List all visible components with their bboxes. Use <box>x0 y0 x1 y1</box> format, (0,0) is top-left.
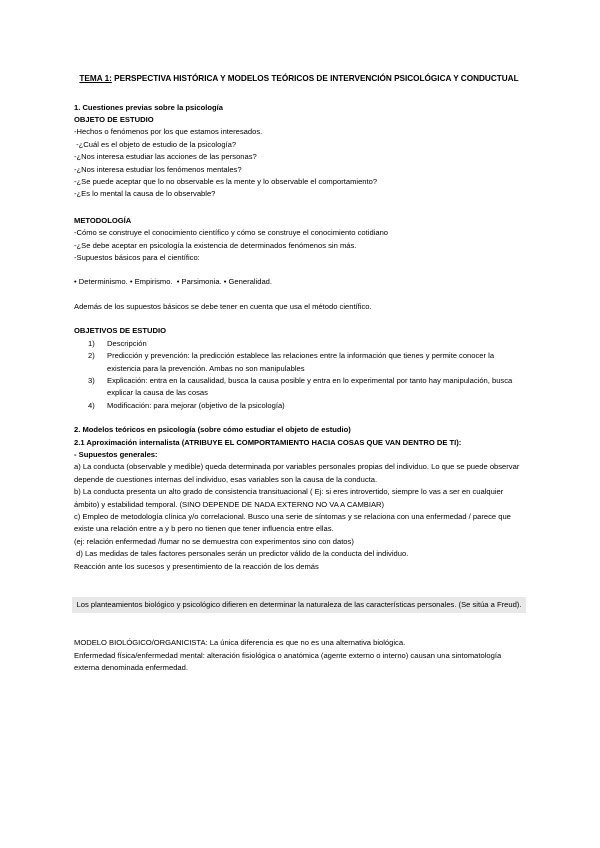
method-line: -Supuestos básicos para el científico: <box>74 253 200 263</box>
list-item <box>74 338 524 350</box>
section-2-1-heading: 2.1 Aproximación internalista (ATRIBUYE EL COMPORTAMIENTO HACIA COSAS QUE VAN DENTRO DE TI): <box>74 437 462 447</box>
section-1-heading: 1. Cuestiones previas sobre la psicología <box>74 102 223 112</box>
list-text: Descripción <box>107 338 147 348</box>
objectives-heading: OBJETIVOS DE ESTUDIO <box>74 326 166 336</box>
list-text: Predicción y prevención: la predicción establece las relaciones entre la información que tienes y permite conocer la existencia para la prevención. Ambas no son manipulables <box>107 351 495 373</box>
method-heading: METODOLOGÍA <box>74 215 132 225</box>
object-line: -¿Nos interesa estudiar los fenómenos mentales? <box>74 164 242 174</box>
list-item <box>74 350 524 375</box>
list-number: 2) <box>88 351 95 361</box>
model-line: Enfermedad física/enfermedad mental: alteración fisiológica o anatómica (agente externo o interno) causan una sintomatología externa denominada enfermedad. <box>74 650 502 673</box>
list-number: 1) <box>88 338 95 348</box>
list-text: Explicación: entra en la causalidad, busca la causa posible y entra en lo experimental por tanto hay manipulación, busca explicar la causa de las cosas <box>107 375 513 398</box>
document-body <box>74 73 524 675</box>
object-line: -Hechos o fenómenos por los que estamos interesados. <box>74 127 263 137</box>
list-number: 4) <box>88 400 95 410</box>
title-prefix: TEMA 1: <box>79 74 112 83</box>
method-note: Además de los supuestos básicos se debe tener en cuenta que usa el método científico. <box>74 301 372 311</box>
method-line: -Cómo se construye el conocimiento científico y cómo se construye el conocimiento cotidiano <box>74 228 389 238</box>
list-item <box>74 375 524 400</box>
assumptions-bullets: • Determinismo. • Empirismo. • Parsimonia. • Generalidad. <box>74 277 273 287</box>
objectives-list <box>74 338 524 412</box>
list-text: Modificación: para mejorar (objetivo de la psicología) <box>107 400 285 410</box>
paragraph: b) La conducta presenta un alto grado de consistencia transituacional ( Ej: si eres introvertido, siempre lo vas a ser en cualquier ámbito) y estabilidad temporal. (SINO DEPENDE DE NADA EXTERNO NO VA A CAMBIAR) <box>74 487 504 509</box>
method-line: -¿Se debe aceptar en psicología la existencia de determinados fenómenos sin más. <box>74 240 357 250</box>
object-line: -¿Se puede aceptar que lo no observable es la mente y lo observable el comportamiento? <box>74 177 378 187</box>
section-2-heading: 2. Modelos teóricos en psicología (sobre cómo estudiar el objeto de estudio) <box>74 425 351 435</box>
object-heading: OBJETO DE ESTUDIO <box>74 115 154 124</box>
paragraph: Reacción ante los sucesos y presentimiento de la reacción de los demás <box>74 561 319 571</box>
page-title <box>74 73 524 86</box>
list-number: 3) <box>88 375 95 385</box>
paragraph: d) Las medidas de tales factores personales serán un predictor válido de la conducta del individuo. <box>74 549 409 559</box>
paragraph: (ej: relación enfermedad /fumar no se demuestra con experimentos sino con datos) <box>74 536 354 546</box>
object-line: -¿Nos interesa estudiar las acciones de las personas? <box>74 152 257 162</box>
title-text: PERSPECTIVA HISTÓRICA Y MODELOS TEÓRICOS DE INTERVENCIÓN PSICOLÓGICA Y CONDUCTUAL <box>111 74 519 83</box>
object-line: -¿Cuál es el objeto de estudio de la psicología? <box>74 139 237 149</box>
list-item <box>74 400 524 412</box>
model-line: MODELO BIOLÓGICO/ORGANICISTA: La única diferencia es que no es una alternativa biológica. <box>74 638 406 648</box>
object-line: -¿Es lo mental la causa de lo observable? <box>74 189 216 199</box>
paragraph: a) La conducta (observable y medible) queda determinada por variables personales propias del individuo. Lo que se puede observar depende de cuestiones internas del individuo, esas variables son la causa de la conducta. <box>74 462 520 484</box>
general-assumptions-heading: - Supuestos generales: <box>74 449 158 459</box>
highlighted-note: Los planteamientos biológico y psicológico difieren en determinar la naturaleza de las características personales. (Se sitúa a Freud). <box>72 597 526 613</box>
paragraph: c) Empleo de metodología clínica y/o correlacional. Busco una serie de síntomas y se relaciona con una enfermedad / parece que existe una relación entre a y b pero no tienen que tener influencia entre ellas. <box>74 511 511 534</box>
